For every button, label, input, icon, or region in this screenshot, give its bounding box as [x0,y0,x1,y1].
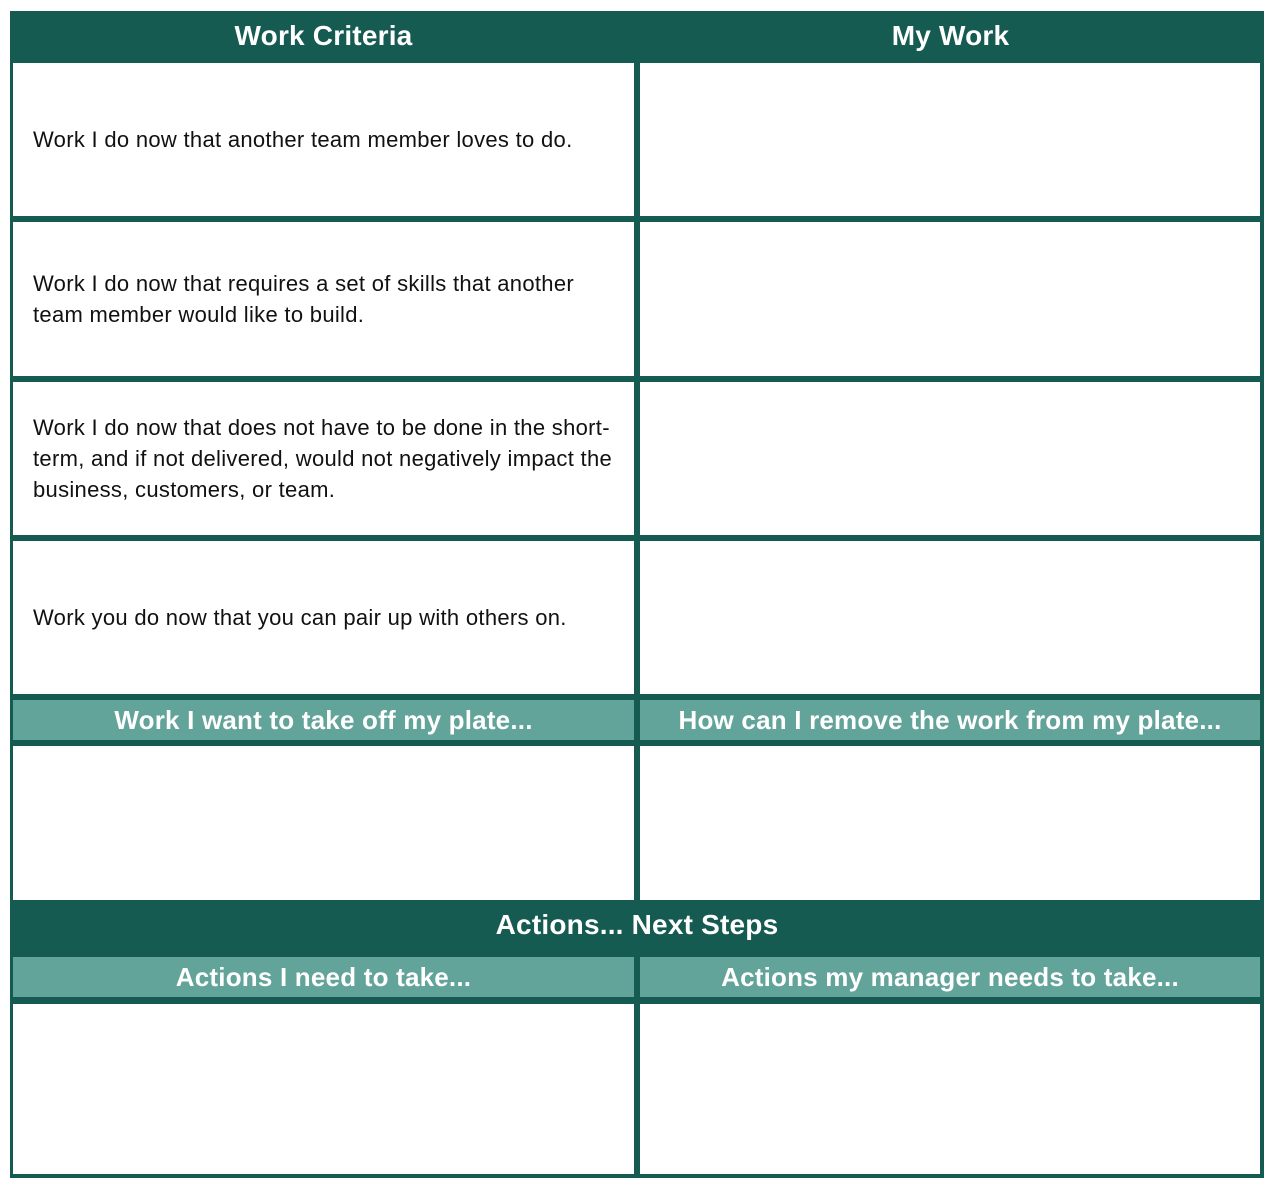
my-work-cell-2[interactable] [640,222,1260,376]
criteria-text-3: Work I do now that does not have to be done in the short-term, and if not delivered, would not negatively impact the business, customers, or team. [33,415,613,502]
my-work-cell-1[interactable] [640,63,1260,216]
header-remove-work: How can I remove the work from my plate... [640,700,1260,740]
my-work-cell-4[interactable] [640,541,1260,694]
actions-manager-answer[interactable] [640,1004,1260,1174]
work-criteria-worksheet [10,11,1264,1178]
header-actions-i-need: Actions I need to take... [13,957,634,997]
criteria-text-2: Work I do now that requires a set of skills that another team member would like to build. [33,271,574,327]
criteria-cell-1 [13,63,634,216]
criteria-cell-2 [13,222,634,376]
header-work-off-plate: Work I want to take off my plate... [13,700,634,740]
work-off-plate-answer[interactable] [13,746,634,900]
criteria-text-1: Work I do now that another team member loves to do. [33,127,573,152]
my-work-cell-3[interactable] [640,382,1260,535]
header-my-work: My Work [637,11,1264,61]
criteria-text-4: Work you do now that you can pair up with others on. [33,605,567,630]
criteria-cell-3 [13,382,634,535]
actions-i-need-answer[interactable] [13,1004,634,1174]
criteria-cell-4 [13,541,634,694]
header-actions-manager: Actions my manager needs to take... [640,957,1260,997]
remove-work-answer[interactable] [640,746,1260,900]
actions-next-steps-title: Actions... Next Steps [10,902,1264,948]
header-work-criteria: Work Criteria [10,11,637,61]
